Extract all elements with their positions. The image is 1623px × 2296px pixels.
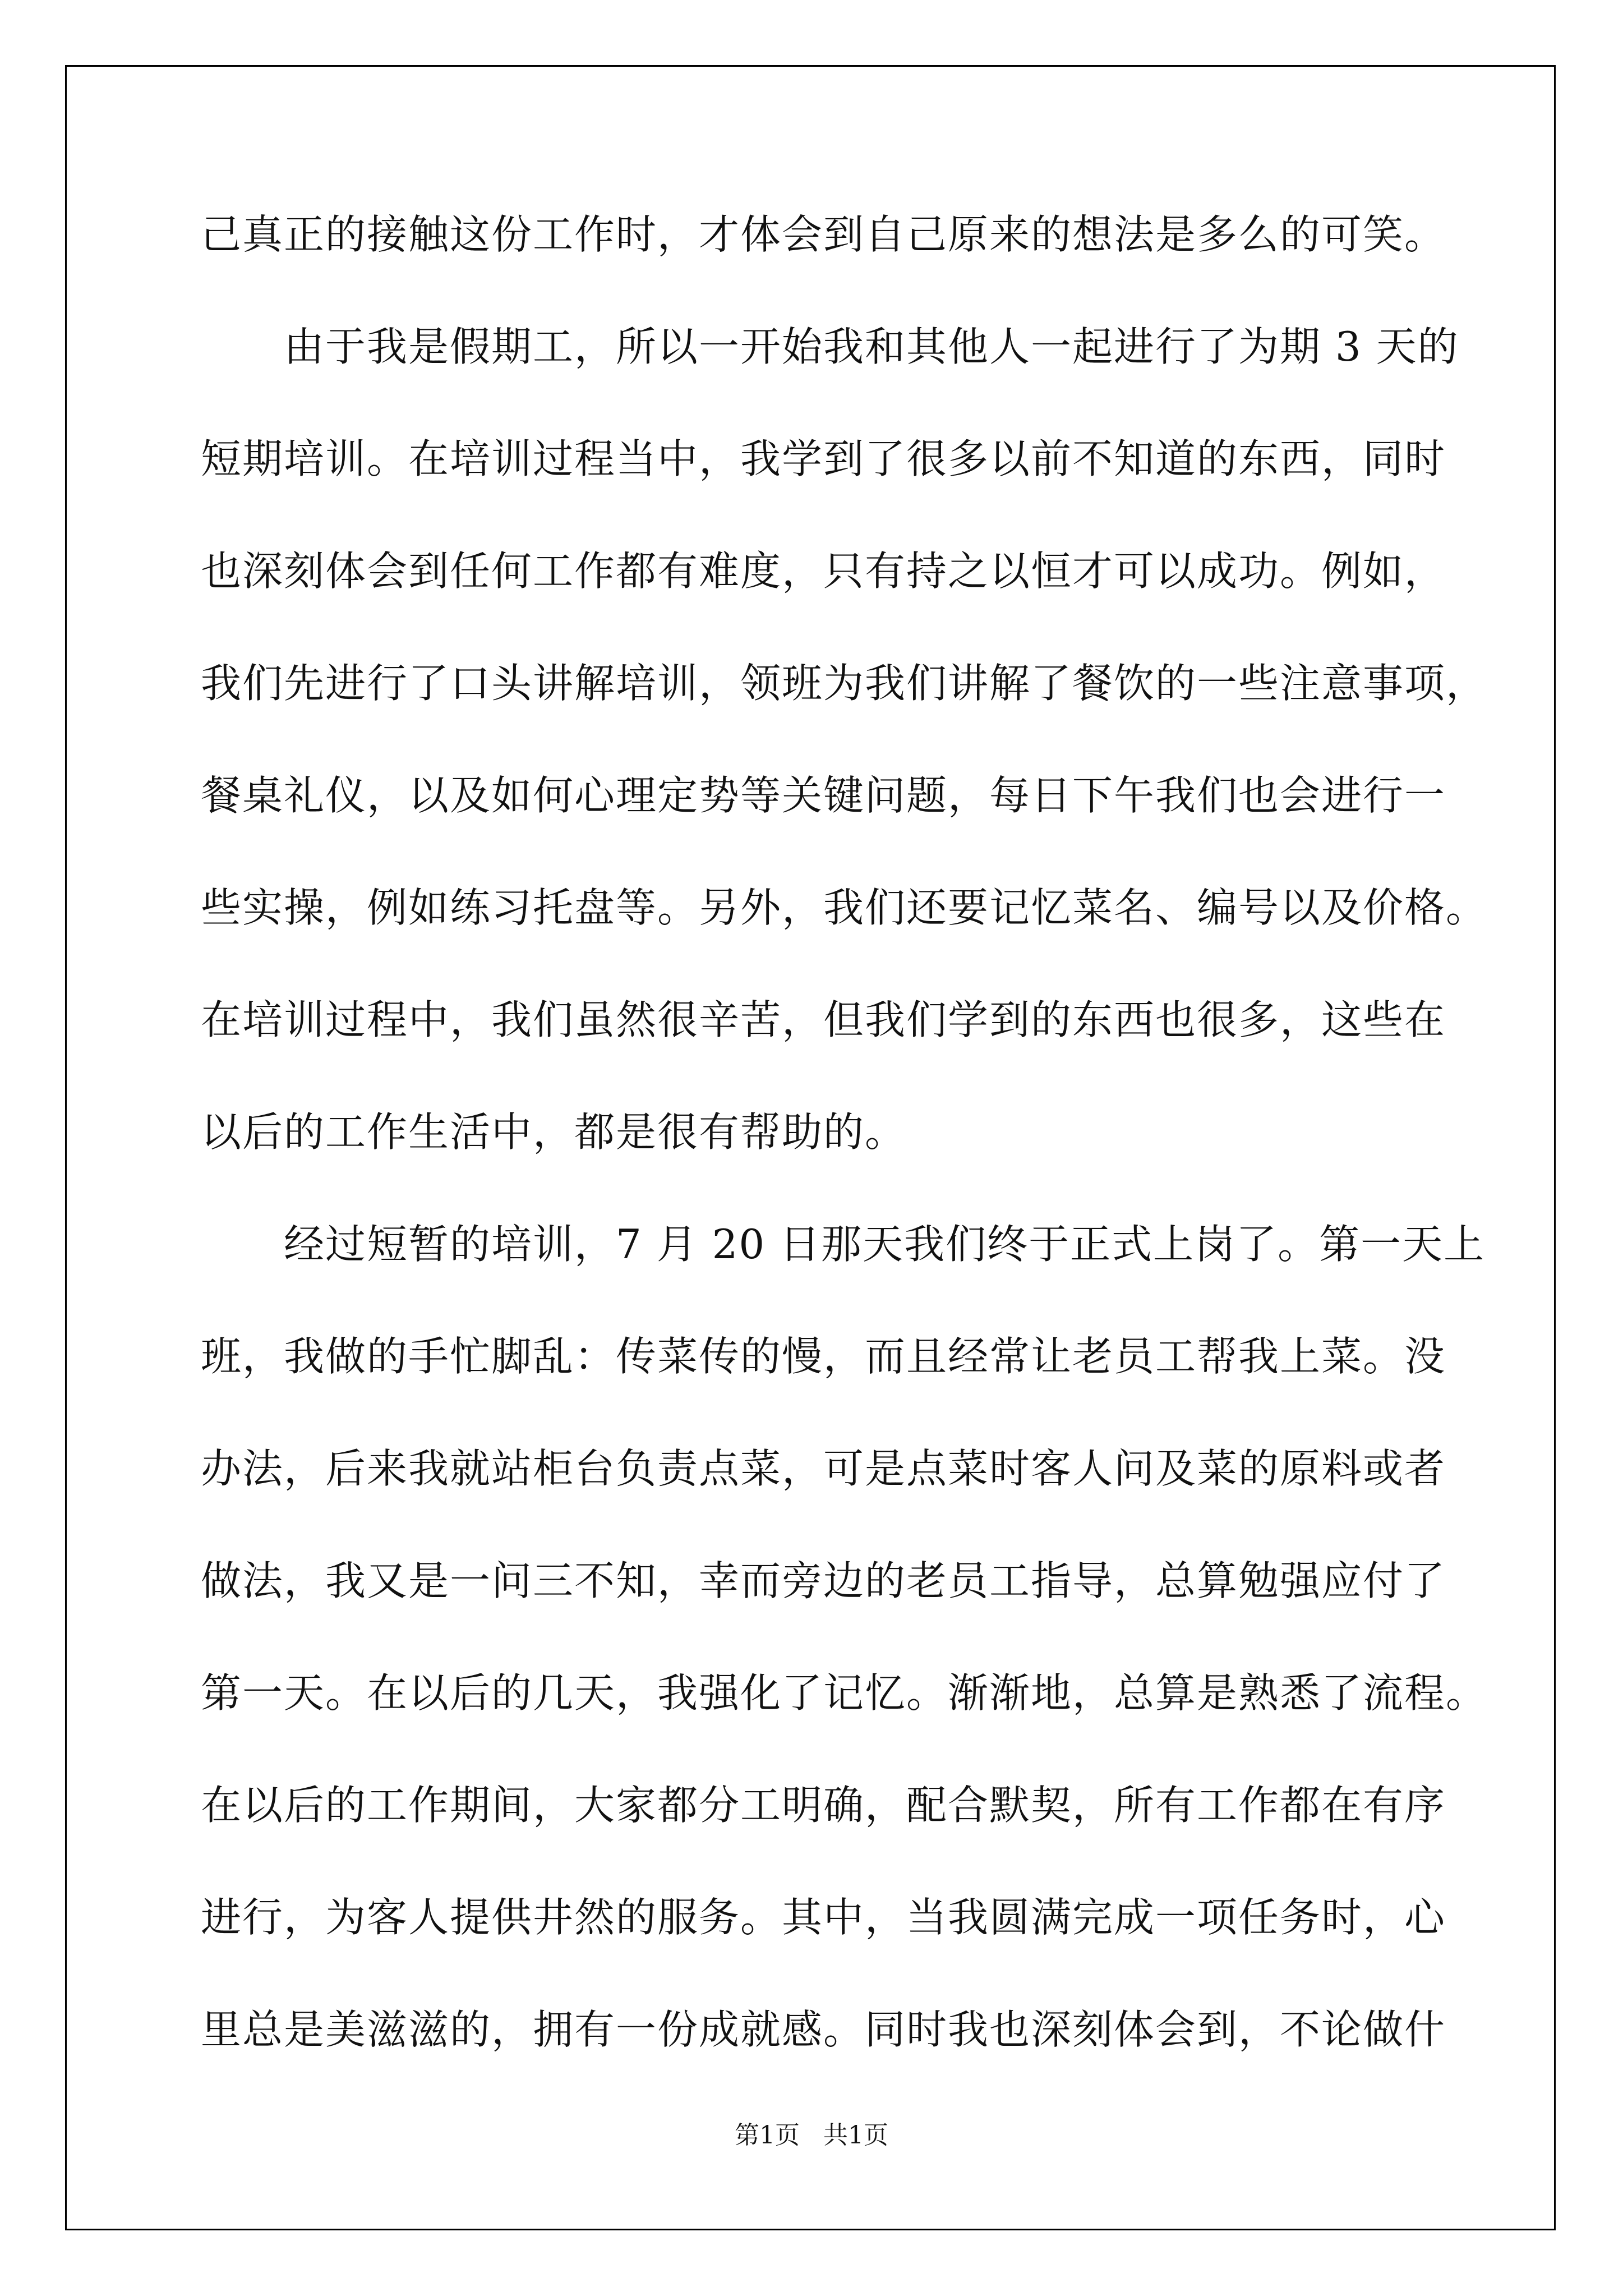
text-line: 也深刻体会到任何工作都有难度，只有持之以恒才可以成功。例如， <box>201 547 1446 595</box>
text-line: 做法，我又是一问三不知，幸而旁边的老员工指导，总算勉强应付了 <box>201 1557 1446 1604</box>
document-body <box>201 178 1488 2086</box>
text-line: 班，我做的手忙脚乱：传菜传的慢，而且经常让老员工帮我上菜。没 <box>201 1333 1446 1380</box>
text-line: 餐桌礼仪，以及如何心理定势等关键问题，每日下午我们也会进行一 <box>201 772 1446 819</box>
page-number-footer: 第1页 共1页 <box>735 2121 888 2150</box>
text-line: 办法，后来我就站柜台负责点菜，可是点菜时客人问及菜的原料或者 <box>201 1445 1446 1492</box>
text-line: 里总是美滋滋的，拥有一份成就感。同时我也深刻体会到，不论做什 <box>201 2006 1446 2053</box>
text-line: 些实操，例如练习托盘等。另外，我们还要记忆菜名、编号以及价格。 <box>201 884 1488 931</box>
text-line: 进行，为客人提供井然的服务。其中，当我圆满完成一项任务时，心 <box>201 1894 1446 1941</box>
text-line: 在培训过程中，我们虽然很辛苦，但我们学到的东西也很多，这些在 <box>201 996 1446 1043</box>
text-line: 在以后的工作期间，大家都分工明确，配合默契，所有工作都在有序 <box>201 1782 1446 1829</box>
text-line: 经过短暂的培训，7 月 20 日那天我们终于正式上岗了。第一天上 <box>284 1221 1486 1268</box>
text-line: 由于我是假期工，所以一开始我和其他人一起进行了为期 3 天的 <box>284 323 1459 370</box>
text-line: 以后的工作生活中，都是很有帮助的。 <box>201 1108 907 1156</box>
text-line: 第一天。在以后的几天，我强化了记忆。渐渐地，总算是熟悉了流程。 <box>201 1669 1488 1717</box>
text-line: 我们先进行了口头讲解培训，领班为我们讲解了餐饮的一些注意事项， <box>201 660 1488 707</box>
text-line: 短期培训。在培训过程当中，我学到了很多以前不知道的东西，同时 <box>201 435 1446 482</box>
text-line: 己真正的接触这份工作时，才体会到自己原来的想法是多么的可笑。 <box>201 211 1446 258</box>
